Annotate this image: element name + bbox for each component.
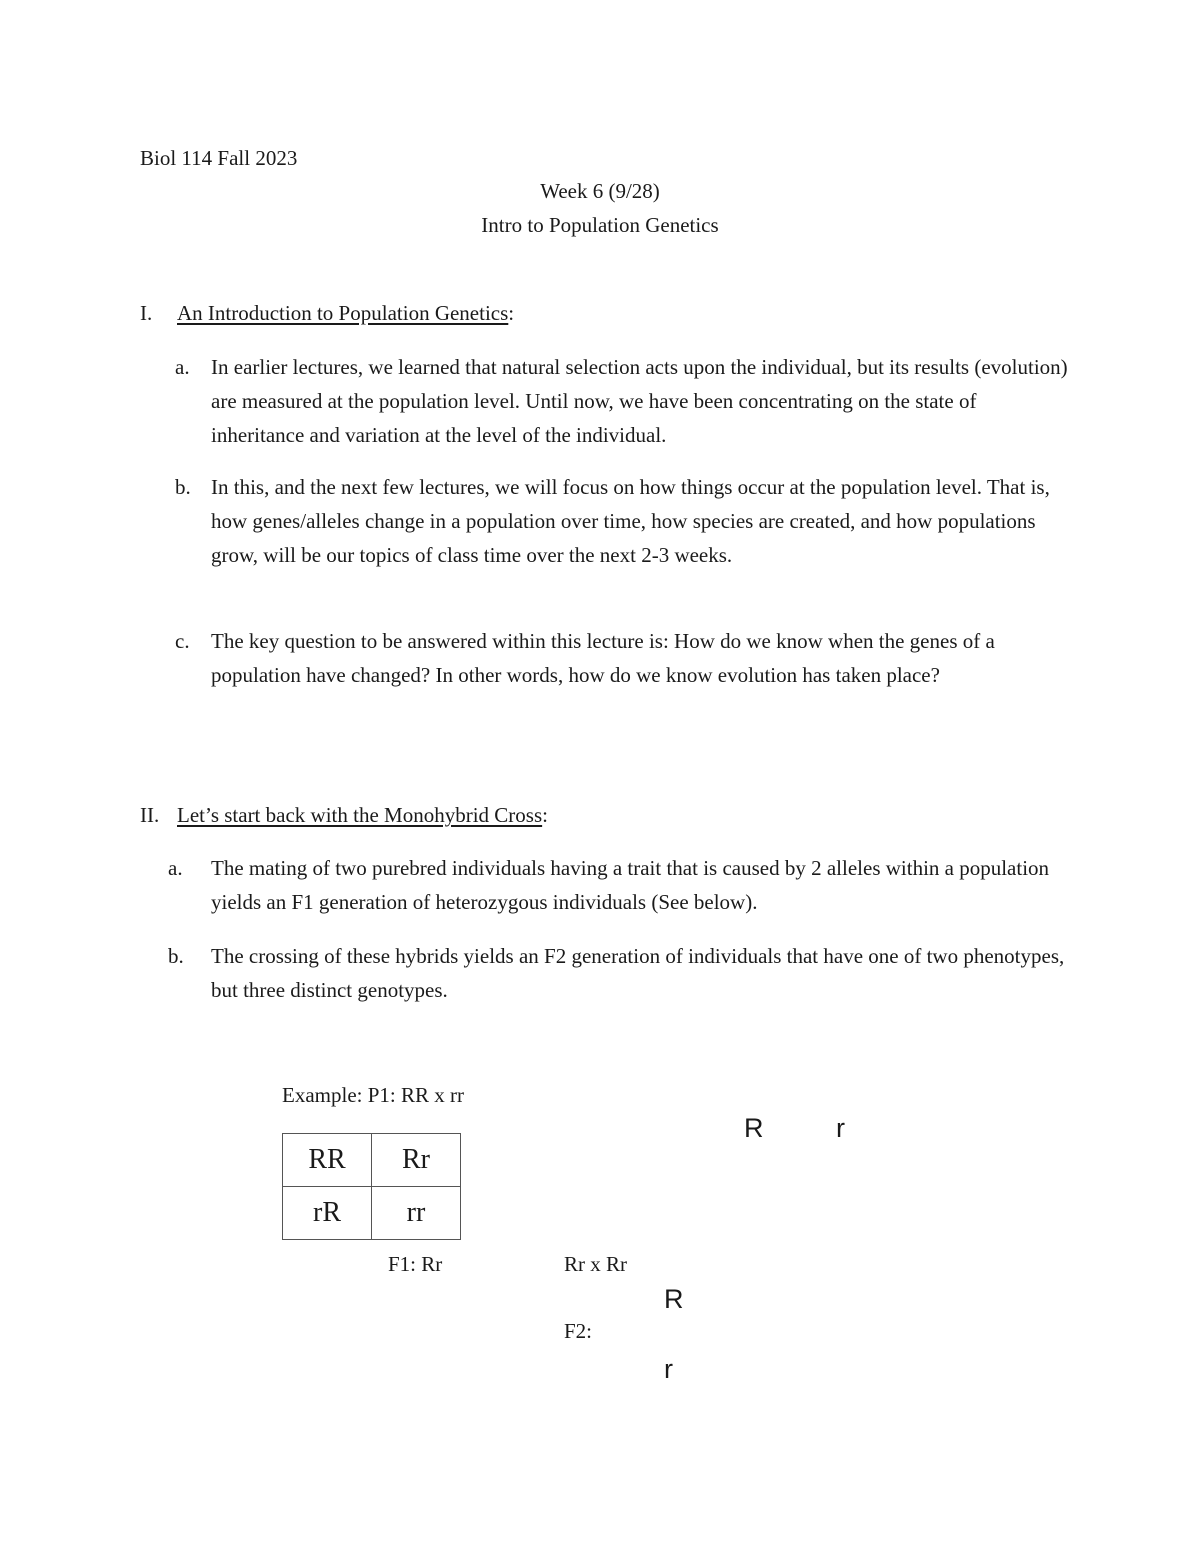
item-1a-text: In earlier lectures, we learned that natural selection acts upon the individual, but its results (evolution) are measured at the population level. Until now, we have been concentrating on the state of inheritance and variation at the level of the individual.	[211, 355, 1068, 447]
page-title: Intro to Population Genetics	[481, 213, 719, 237]
punnett-cell: Rr	[372, 1134, 461, 1187]
f2-row-allele: r	[664, 1354, 673, 1384]
item-2a-text: The mating of two purebred individuals having a trait that is caused by 2 alleles within a population yields an F1 generation of heterozygous individuals (See below).	[211, 856, 1050, 914]
section-2-heading-line	[177, 798, 548, 832]
example-label: Example: P1: RR x rr	[282, 1083, 464, 1107]
week-label: Week 6 (9/28)	[540, 179, 660, 203]
item-1b-marker: b.	[175, 475, 191, 499]
punnett-cell: rR	[283, 1187, 372, 1240]
punnett-row	[283, 1134, 461, 1187]
f2-cross-label: Rr x Rr	[564, 1252, 627, 1276]
f2-row-allele: R	[664, 1284, 684, 1314]
item-1c-marker: c.	[175, 629, 190, 653]
section-1-heading: An Introduction to Population Genetics	[177, 301, 509, 325]
f2-label: F2:	[564, 1319, 593, 1343]
section-1-numeral: I.	[140, 301, 153, 325]
item-1b-text: In this, and the next few lectures, we will focus on how things occur at the population level. That is, how genes/alleles change in a population over time, how species are created, and how populations grow, will be our topics of class time over the next 2-3 weeks.	[211, 475, 1050, 567]
item-2b-text: The crossing of these hybrids yields an F2 generation of individuals that have one of two phenotypes, but three distinct genotypes.	[211, 944, 1065, 1002]
f1-label: F1: Rr	[388, 1252, 443, 1276]
punnett-row	[283, 1187, 461, 1240]
punnett-cell: RR	[283, 1134, 372, 1187]
item-2b-marker: b.	[168, 944, 184, 968]
punnett-square-p1	[282, 1133, 461, 1240]
section-2-numeral: II.	[140, 803, 160, 827]
punnett-cell: rr	[372, 1187, 461, 1240]
section-1-colon: :	[508, 301, 515, 325]
item-2a-marker: a.	[168, 856, 183, 880]
course-label: Biol 114 Fall 2023	[140, 146, 298, 170]
f2-column-allele: R	[744, 1113, 764, 1143]
item-1c-text: The key question to be answered within this lecture is: How do we know when the genes of a population have changed? In other words, how do we know evolution has taken place?	[211, 629, 995, 687]
section-2-heading: Let’s start back with the Monohybrid Cross	[177, 803, 543, 827]
item-1a-marker: a.	[175, 355, 190, 379]
section-1-heading-line	[177, 296, 514, 330]
section-2-colon: :	[542, 803, 548, 827]
f2-column-allele: r	[836, 1113, 845, 1143]
